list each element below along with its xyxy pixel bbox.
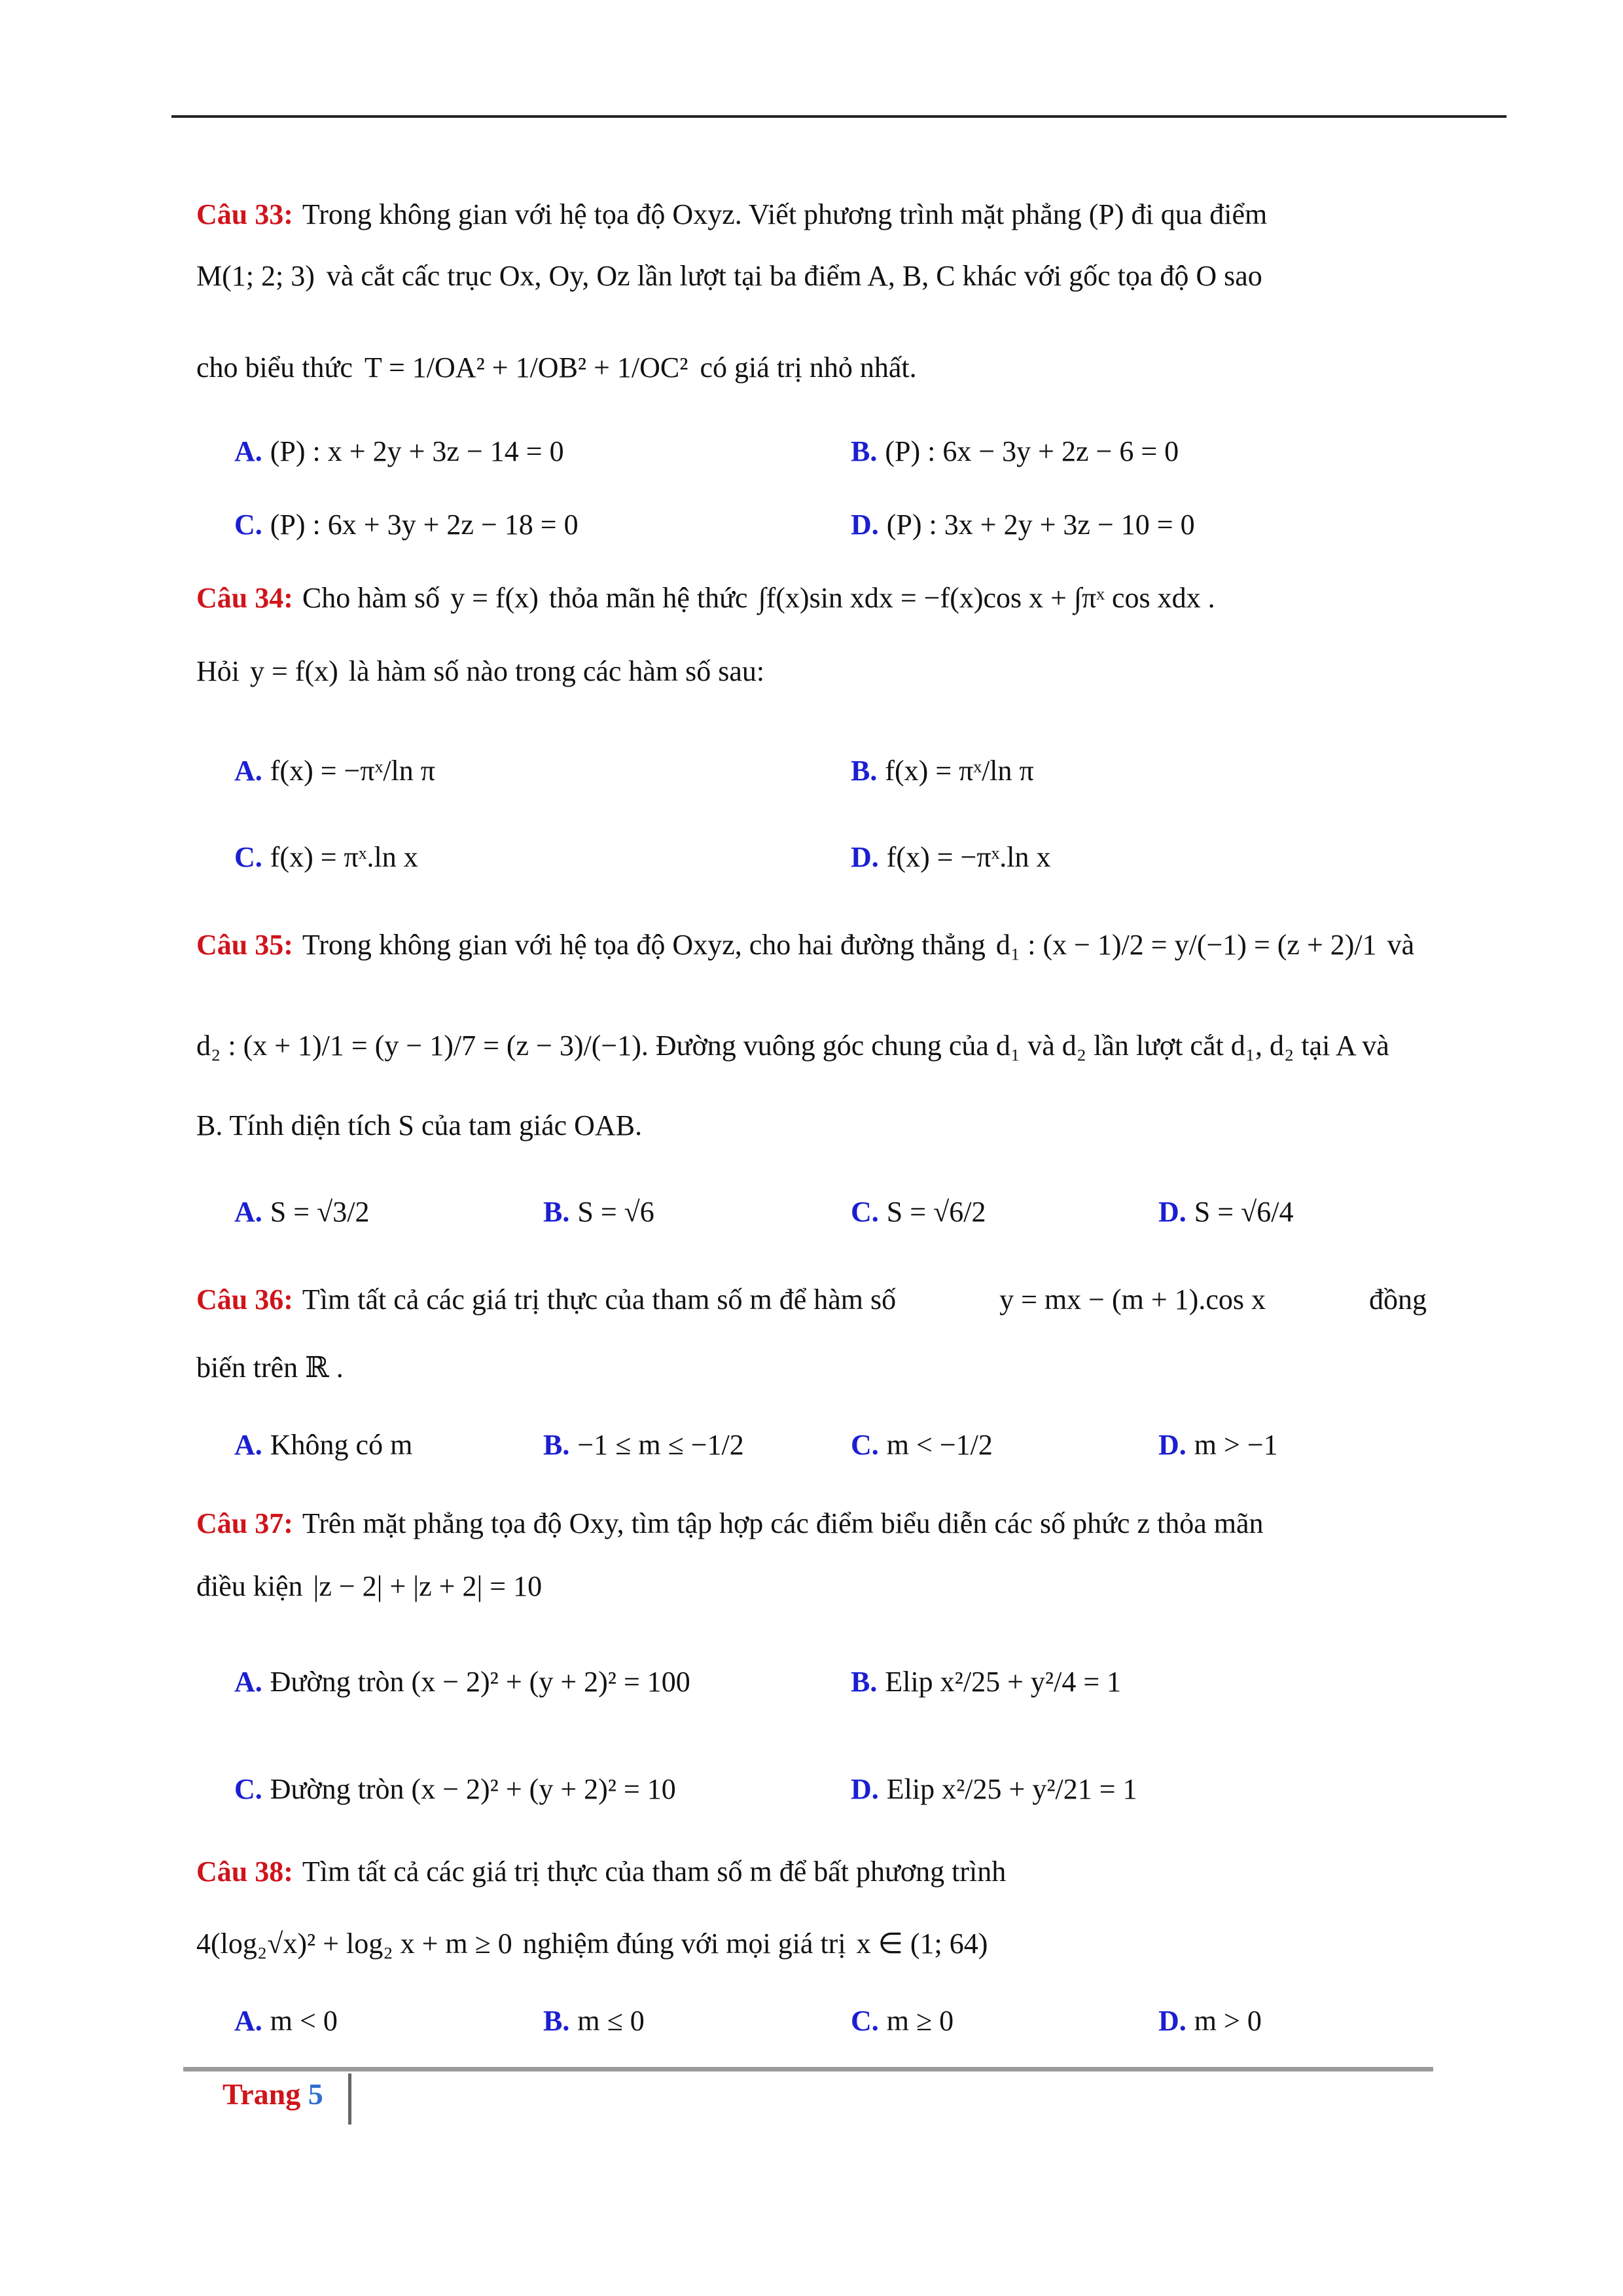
question-text: Tìm tất cả các giá trị thực của tham số m để hàm số: [302, 1283, 897, 1316]
option-c[interactable]: [234, 1770, 676, 1809]
question-text: có giá trị nhỏ nhất.: [700, 351, 917, 384]
question-label: Câu 35:: [196, 929, 293, 961]
question-36-line-2: [196, 1348, 1427, 1388]
option-label: A.: [234, 755, 262, 787]
option-c[interactable]: [851, 1426, 993, 1465]
option-label: B.: [851, 435, 878, 467]
question-text: . Đường vuông góc chung của d₁ và d₂ lần lượt cắt d₁, d₂ tại A và: [641, 1030, 1389, 1062]
footer-rule: [183, 2067, 1433, 2072]
math-line-d2: d₂ : (x + 1)/1 = (y − 1)/7 = (z − 3)/(−1): [196, 1030, 641, 1062]
option-text: Đường tròn (x − 2)² + (y + 2)² = 10: [270, 1773, 676, 1805]
question-text: Cho hàm số: [302, 582, 440, 614]
option-text: f(x) = πˣ/ln π: [885, 755, 1034, 787]
question-38-line-1: [196, 1852, 1427, 1892]
option-c[interactable]: [851, 2001, 954, 2041]
option-a[interactable]: [234, 1662, 690, 1702]
option-a[interactable]: [234, 2001, 338, 2041]
option-b[interactable]: [543, 2001, 645, 2041]
question-text: nghiệm đúng với mọi giá trị: [522, 1928, 846, 1960]
option-b[interactable]: [851, 1662, 1121, 1702]
option-text: (P) : 3x + 2y + 3z − 10 = 0: [886, 509, 1195, 541]
option-label: A.: [234, 1666, 262, 1698]
option-label: D.: [851, 509, 879, 541]
math-function: y = mx − (m + 1).cos x: [999, 1283, 1266, 1316]
option-text: Đường tròn (x − 2)² + (y + 2)² = 100: [270, 1666, 690, 1698]
question-33-line-1: [196, 195, 1427, 234]
question-text: biến trên ℝ .: [196, 1352, 344, 1384]
footer-divider: [348, 2073, 351, 2125]
question-34-line-2: [196, 652, 1427, 691]
question-37-line-1: [196, 1504, 1427, 1543]
option-text: (P) : 6x + 3y + 2z − 18 = 0: [270, 509, 579, 541]
option-label: B.: [543, 1196, 570, 1228]
option-text: m > −1: [1194, 1429, 1278, 1461]
option-d[interactable]: [851, 1770, 1137, 1809]
option-label: D.: [851, 841, 879, 873]
question-33-line-2: [196, 257, 1427, 296]
option-label: B.: [851, 1666, 878, 1698]
question-37-line-2: [196, 1567, 1427, 1606]
option-text: f(x) = πˣ.ln x: [270, 841, 418, 873]
question-text: đồng: [1369, 1283, 1427, 1316]
option-label: B.: [543, 1429, 570, 1461]
header-rule: [171, 115, 1507, 118]
option-label: C.: [234, 509, 262, 541]
math-line-d1: d₁ : (x − 1)/2 = y/(−1) = (z + 2)/1: [995, 929, 1377, 961]
option-b[interactable]: [851, 751, 1034, 791]
option-b[interactable]: [851, 432, 1179, 471]
question-text: là hàm số nào trong các hàm số sau:: [348, 655, 765, 687]
option-text: −1 ≤ m ≤ −1/2: [577, 1429, 744, 1461]
option-label: A.: [234, 435, 262, 467]
option-c[interactable]: [234, 505, 579, 545]
option-text: Không có m: [270, 1429, 413, 1461]
option-text: f(x) = −πˣ.ln x: [886, 841, 1051, 873]
option-c[interactable]: [851, 1193, 986, 1232]
option-label: C.: [234, 841, 262, 873]
question-text: Trong không gian với hệ tọa độ Oxyz. Viết phương trình mặt phẳng (P) đi qua điểm: [302, 198, 1268, 230]
option-label: C.: [851, 1196, 879, 1228]
question-text: Hỏi: [196, 655, 240, 687]
option-text: m < −1/2: [886, 1429, 993, 1461]
option-d[interactable]: [1158, 1426, 1278, 1465]
question-label: Câu 38:: [196, 1856, 293, 1888]
option-label: D.: [1158, 1429, 1186, 1461]
option-label: D.: [851, 1773, 879, 1805]
question-label: Câu 37:: [196, 1507, 293, 1539]
question-text: Trong không gian với hệ tọa độ Oxyz, cho hai đường thẳng: [302, 929, 986, 961]
question-34-line-1: [196, 579, 1427, 618]
page-footer: [223, 2075, 323, 2114]
option-d[interactable]: [1158, 1193, 1293, 1232]
option-text: m < 0: [270, 2005, 338, 2037]
question-35-line-2: [196, 1026, 1427, 1066]
question-33-line-3: [196, 329, 1427, 407]
question-label: Câu 36:: [196, 1283, 293, 1316]
option-text: S = √6/2: [886, 1196, 986, 1228]
option-d[interactable]: [851, 838, 1051, 877]
question-text: cho biểu thức: [196, 351, 353, 384]
option-a[interactable]: [234, 432, 564, 471]
page-number: 5: [308, 2077, 323, 2111]
option-text: Elip x²/25 + y²/4 = 1: [885, 1666, 1122, 1698]
option-b[interactable]: [543, 1426, 744, 1465]
math-integral: ∫f(x)sin xdx = −f(x)cos x + ∫πˣ cos xdx .: [758, 582, 1215, 614]
question-text: điều kiện: [196, 1570, 303, 1602]
question-text: và: [1387, 929, 1415, 961]
option-text: m ≥ 0: [886, 2005, 954, 2037]
question-35-line-1: [196, 925, 1427, 965]
question-text: Trên mặt phẳng tọa độ Oxy, tìm tập hợp các điểm biểu diễn các số phức z thỏa mãn: [302, 1507, 1264, 1539]
math-inequality: 4(log₂√x)² + log₂ x + m ≥ 0: [196, 1928, 512, 1960]
option-text: S = √6: [577, 1196, 654, 1228]
option-label: A.: [234, 1429, 262, 1461]
question-text: Tìm tất cả các giá trị thực của tham số m để bất phương trình: [302, 1856, 1007, 1888]
question-text: B. Tính diện tích S của tam giác OAB.: [196, 1109, 643, 1141]
option-c[interactable]: [234, 838, 418, 877]
question-35-line-3: [196, 1106, 1427, 1145]
option-a[interactable]: [234, 751, 435, 791]
math-expression: T = 1/OA² + 1/OB² + 1/OC²: [364, 351, 688, 384]
math-condition: |z − 2| + |z + 2| = 10: [313, 1570, 543, 1602]
question-text: và cắt cấc trục Ox, Oy, Oz lần lượt tại ba điểm A, B, C khác với gốc tọa độ O sao: [326, 260, 1262, 292]
option-label: D.: [1158, 1196, 1186, 1228]
question-38-line-2: [196, 1924, 1427, 1964]
option-label: B.: [543, 2005, 570, 2037]
option-text: f(x) = −πˣ/ln π: [270, 755, 435, 787]
question-label: Câu 34:: [196, 582, 293, 614]
option-label: C.: [851, 2005, 879, 2037]
option-d[interactable]: [1158, 2001, 1262, 2041]
option-a[interactable]: [234, 1426, 412, 1465]
option-text: S = √3/2: [270, 1196, 370, 1228]
question-36-line-1: [196, 1280, 1427, 1319]
math-point: M(1; 2; 3): [196, 260, 315, 292]
option-text: (P) : x + 2y + 3z − 14 = 0: [270, 435, 564, 467]
option-text: m > 0: [1194, 2005, 1262, 2037]
option-text: m ≤ 0: [577, 2005, 645, 2037]
footer-word: Trang: [223, 2077, 301, 2111]
option-a[interactable]: [234, 1193, 369, 1232]
math-function: y = f(x): [250, 655, 338, 687]
question-label: Câu 33:: [196, 198, 293, 230]
option-text: Elip x²/25 + y²/21 = 1: [886, 1773, 1137, 1805]
option-d[interactable]: [851, 505, 1195, 545]
option-text: (P) : 6x − 3y + 2z − 6 = 0: [885, 435, 1179, 467]
question-text: thỏa mãn hệ thức: [548, 582, 748, 614]
option-label: D.: [1158, 2005, 1186, 2037]
option-label: C.: [851, 1429, 879, 1461]
option-text: S = √6/4: [1194, 1196, 1294, 1228]
math-function: y = f(x): [450, 582, 539, 614]
option-label: B.: [851, 755, 878, 787]
option-label: A.: [234, 1196, 262, 1228]
math-domain: x ∈ (1; 64): [856, 1928, 988, 1960]
option-label: C.: [234, 1773, 262, 1805]
option-label: A.: [234, 2005, 262, 2037]
option-b[interactable]: [543, 1193, 654, 1232]
